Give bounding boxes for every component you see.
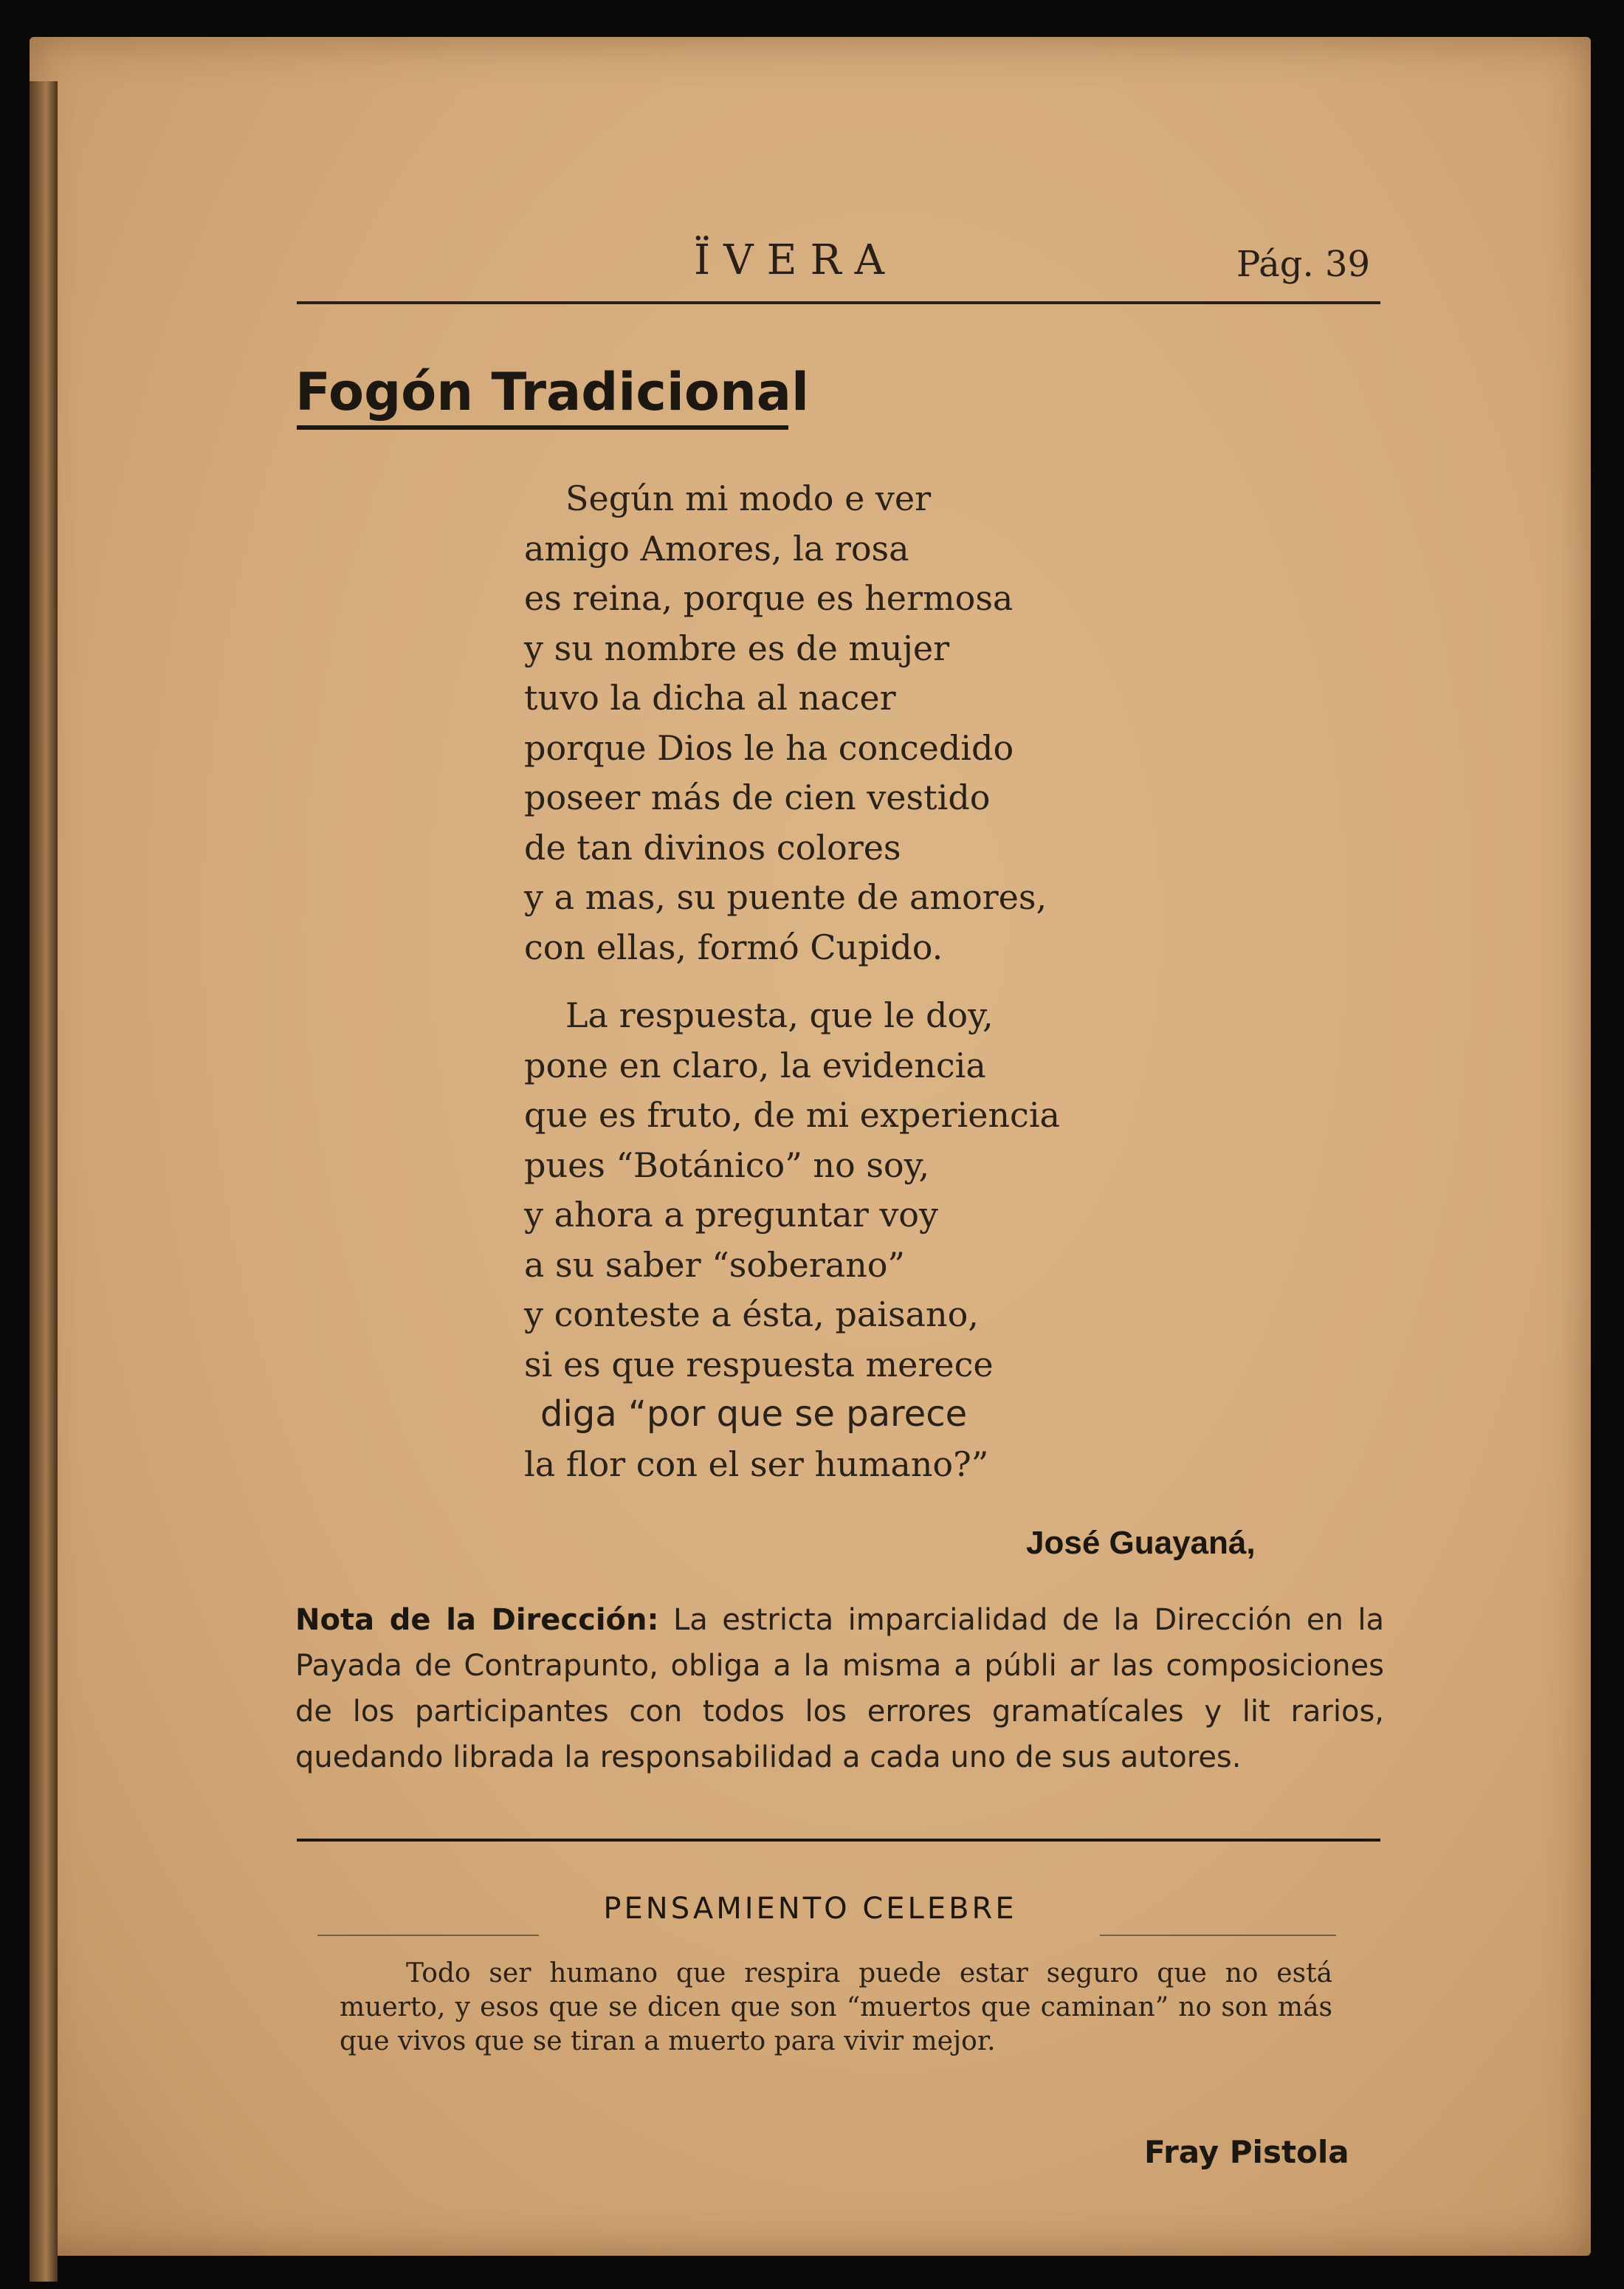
poem-line: con ellas, formó Cupido.	[524, 927, 943, 967]
header-rule	[297, 301, 1380, 304]
poem-line: de tan divinos colores	[524, 827, 901, 868]
poem-stanza-1	[524, 474, 1047, 972]
poem-line: si es que respuesta merece	[524, 1344, 994, 1384]
poem-line: La respuesta, que le doy,	[565, 995, 994, 1035]
poem-line: que es fruto, de mi experiencia	[524, 1095, 1060, 1135]
poem-line: y conteste a ésta, paisano,	[524, 1294, 979, 1334]
poem-line: a su saber “soberano”	[524, 1244, 905, 1285]
poem-line: pone en claro, la evidencia	[524, 1045, 986, 1085]
thought-text: Todo ser humano que respira puede estar seguro que no está muerto, y esos que se dicen que son “muertos que caminan” no son más que vivos que se tiran a muerto para vivir mejor.	[340, 1958, 1332, 2056]
poem-line: y a mas, su puente de amores,	[524, 877, 1047, 917]
editorial-note-label: Nota de la Dirección:	[295, 1603, 659, 1637]
poem-line: Según mi modo e ver	[565, 478, 932, 518]
title-underline	[297, 425, 788, 430]
page-number: Pág. 39	[1236, 244, 1371, 285]
poem-stanza-2	[524, 991, 1060, 1489]
poem-line: tuvo la dicha al nacer	[524, 678, 896, 718]
poem-line: y ahora a preguntar voy	[524, 1195, 938, 1235]
poem-line: porque Dios le ha concedido	[524, 727, 1014, 768]
section-title: Fogón Tradicional	[295, 362, 810, 422]
section-divider	[297, 1839, 1380, 1842]
editorial-note-text: La estricta imparcialidad de la Dirección en la Payada de Contrapunto, obliga a la misma a públi ar las composiciones de los participantes con todos los errores gramatícales y lit rarios, quedando librada la responsabilidad a cada uno de sus autores.	[295, 1603, 1385, 1774]
thought-title: PENSAMIENTO CELEBRE	[603, 1892, 1017, 1926]
editorial-note	[295, 1597, 1384, 1780]
binding-edge	[30, 81, 58, 2282]
thought-rule-left	[317, 1935, 539, 1936]
magazine-page	[30, 37, 1591, 2256]
poem-line: poseer más de cien vestido	[524, 778, 991, 817]
thought-rule-right	[1100, 1935, 1336, 1936]
poem-line: y su nombre es de mujer	[524, 628, 950, 668]
poem-line: es reina, porque es hermosa	[524, 578, 1014, 618]
poem-line: diga “por que se parece	[540, 1393, 968, 1435]
running-title: ÏVERA	[694, 236, 898, 284]
thought-signature: Fray Pistola	[1144, 2134, 1349, 2170]
poem-line: amigo Amores, la rosa	[524, 528, 909, 569]
poem-line: la flor con el ser humano?”	[524, 1444, 989, 1484]
poem-signature: José Guayaná,	[1026, 1525, 1256, 1561]
poem-line: pues “Botánico” no soy,	[524, 1144, 930, 1185]
